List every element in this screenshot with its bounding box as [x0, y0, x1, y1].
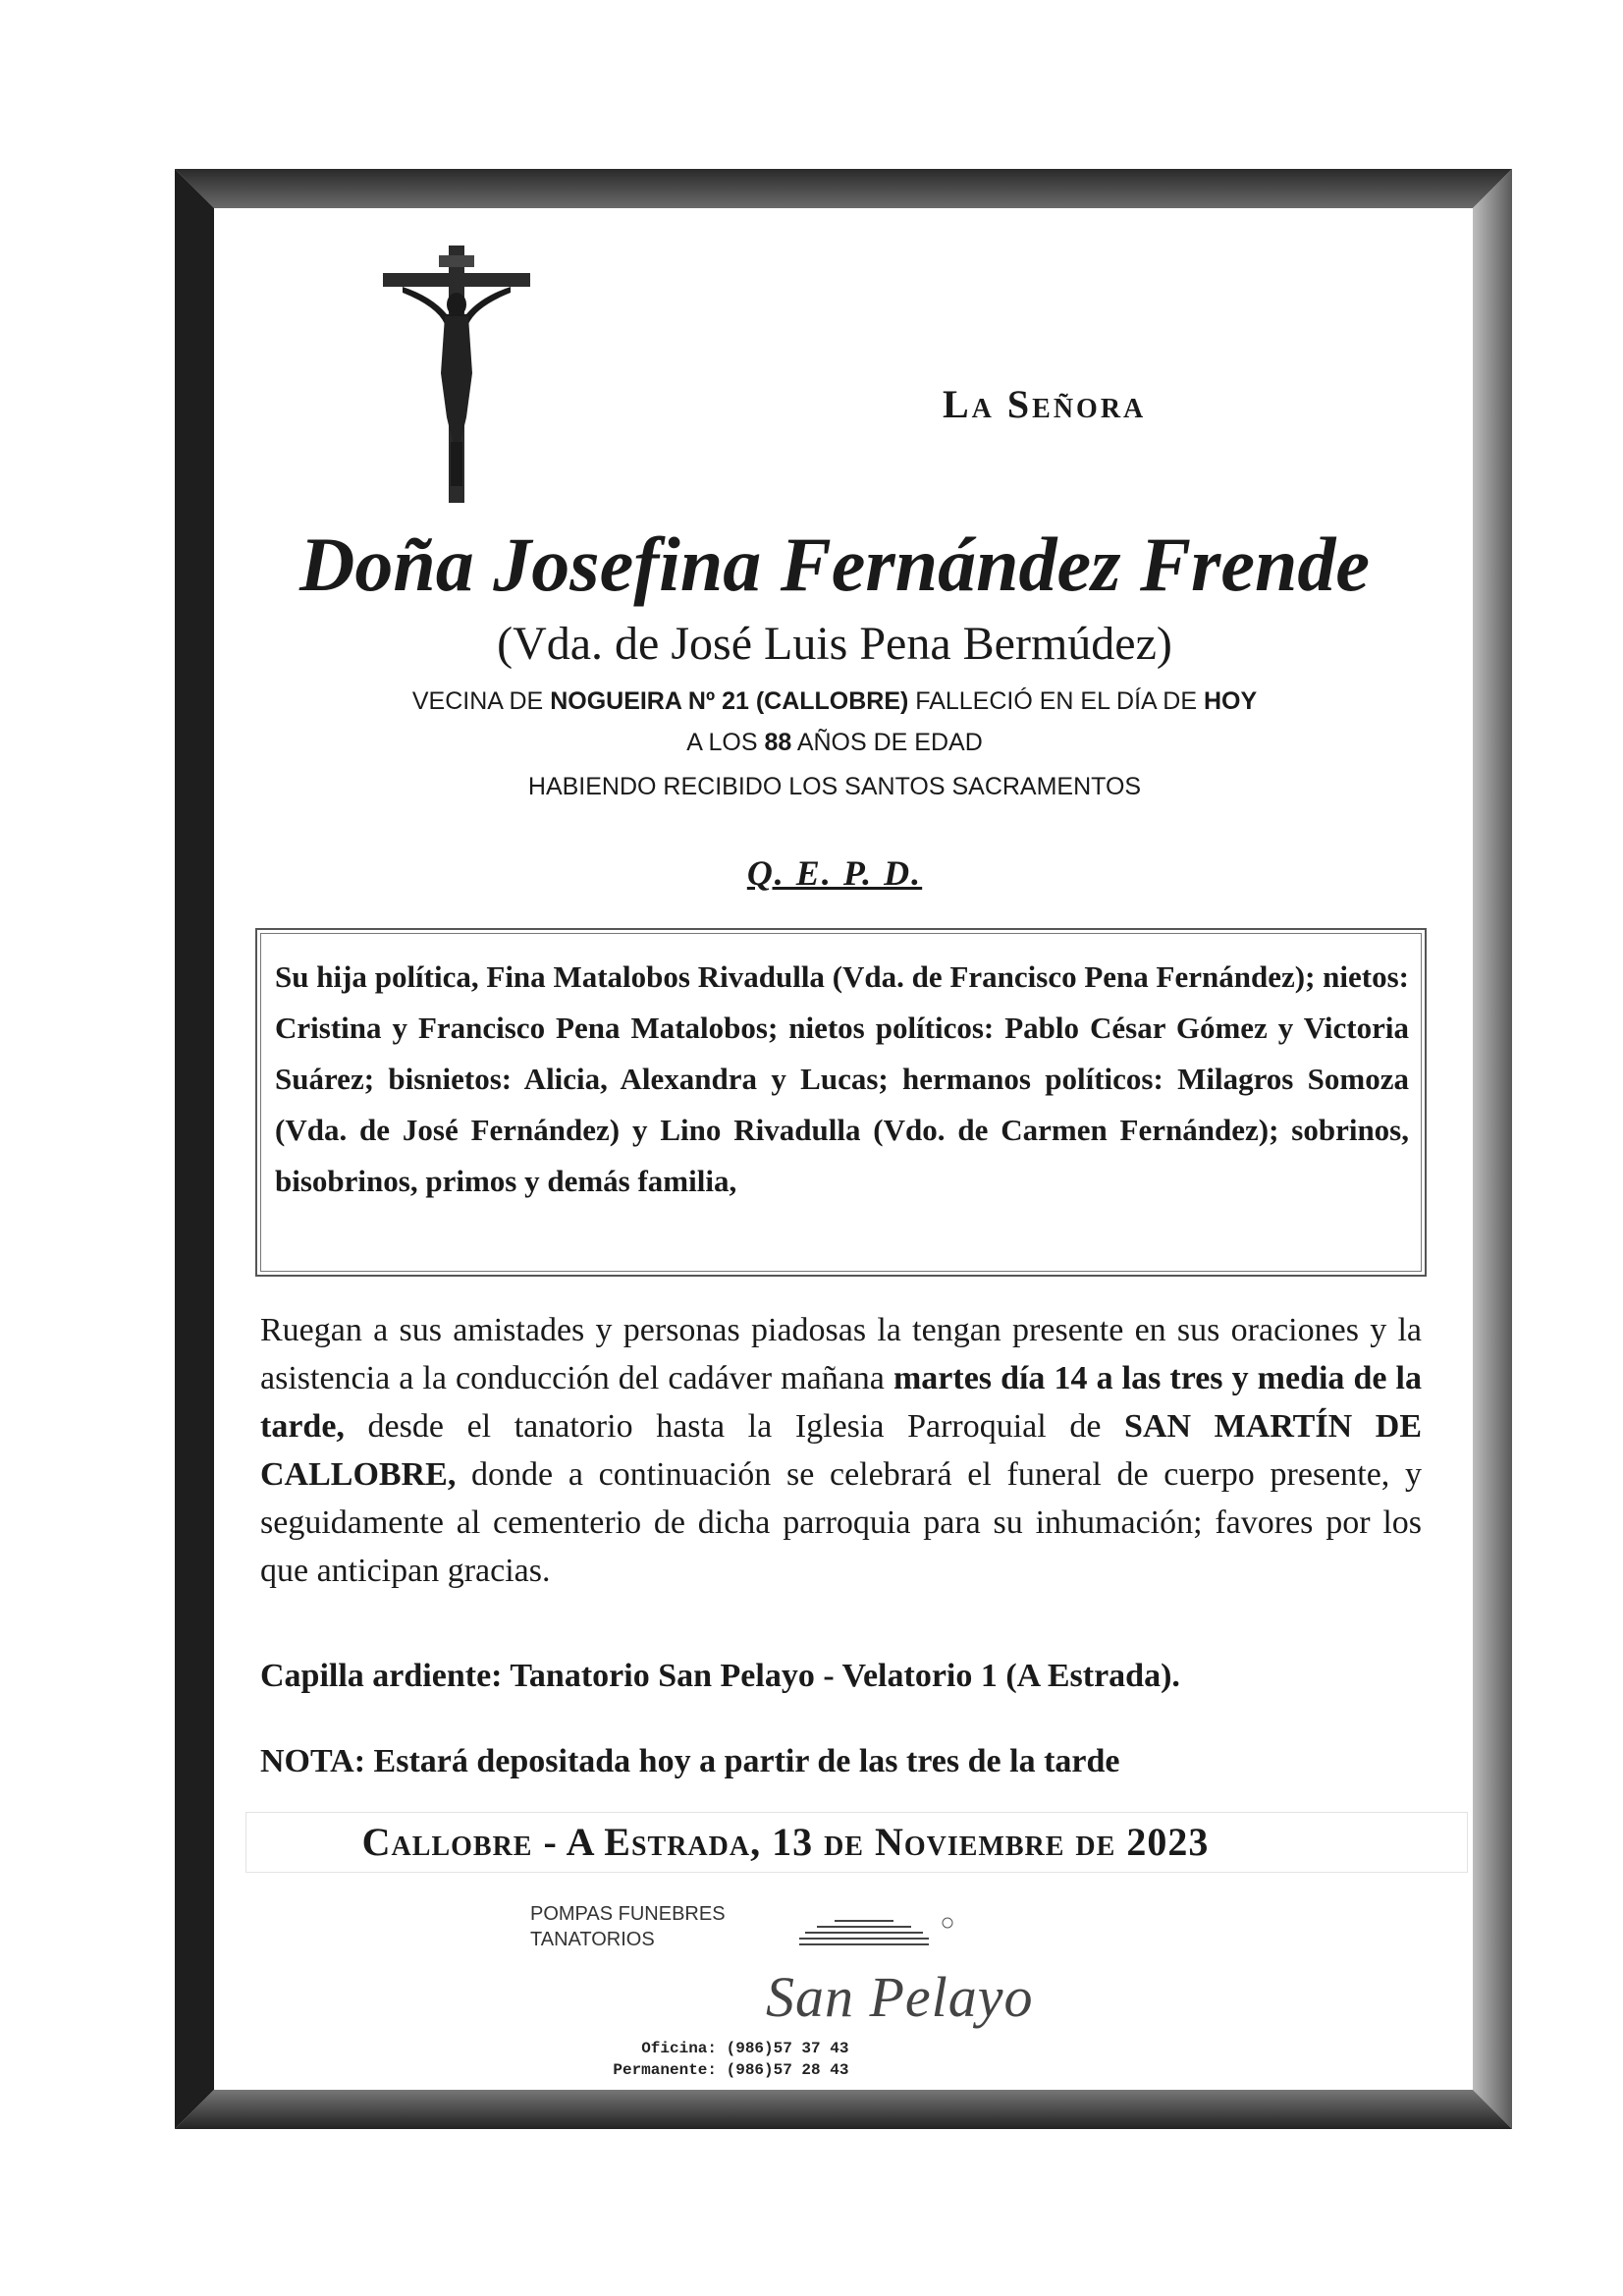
tanatorios-label: TANATORIOS	[530, 1929, 655, 1950]
residence-line: VECINA DE NOGUEIRA Nº 21 (CALLOBRE) FALLECIÓ EN EL DÍA DE HOY	[411, 687, 1258, 715]
nota: NOTA: Estará depositada hoy a partir de las tres de la tarde	[260, 1743, 1120, 1779]
family-box	[255, 928, 1427, 1277]
pompas-label: POMPAS FUNEBRES	[530, 1903, 726, 1925]
date-line: Callobre - A Estrada, 13 de Noviembre de 2023	[361, 1820, 1210, 1864]
sacraments-line: HABIENDO RECIBIDO LOS SANTOS SACRAMENTOS	[527, 773, 1142, 800]
qepd: Q. E. P. D.	[746, 853, 923, 893]
widow-of: (Vda. de José Luis Pena Bermúdez)	[497, 618, 1172, 670]
permanente-row: Permanente: (986)57 28 43	[613, 2061, 849, 2079]
logo-name: San Pelayo	[766, 1965, 1034, 2029]
deceased-name: Doña Josefina Fernández Frende	[299, 521, 1370, 607]
oficina-row: Oficina: (986)57 37 43	[641, 2040, 849, 2057]
family-list: Su hija política, Fina Matalobos Rivadulla (Vda. de Francisco Pena Fernández); nietos: Cristina y Francisco Pena Matalobos; nietos políticos: Pablo César Gómez y Victoria Suárez; bisnietos: Alicia, Alexandra y Lucas; hermanos políticos: Milagros Somoza (Vda. de José Fernández) y Lino Rivadulla (Vdo. de Carmen Fernández); sobrinos, bisobrinos, primos y demás familia,	[275, 959, 1409, 1198]
phone-numbers	[589, 2038, 848, 2081]
capilla-ardiente: Capilla ardiente: Tanatorio San Pelayo - Velatorio 1 (A Estrada).	[260, 1658, 1180, 1694]
invitation-paragraph: Ruegan a sus amistades y personas piadosas la tengan presente en sus oraciones y la asistencia a la conducción del cadáver mañana martes día 14 a las tres y media de la tarde, desde el tanatorio hasta la Iglesia Parroquial de SAN MARTÍN DE CALLOBRE, donde a continuación se celebrará el funeral de cuerpo presente, y seguidamente al cementerio de dicha parroquia para su inhumación; favores por los que anticipan gracias.	[260, 1312, 1423, 1589]
title-la-senora: La Señora	[943, 382, 1147, 426]
age-line: A LOS 88 AÑOS DE EDAD	[686, 729, 983, 756]
crucifix-icon	[378, 246, 535, 506]
funeral-home-tagline	[530, 1901, 726, 1952]
